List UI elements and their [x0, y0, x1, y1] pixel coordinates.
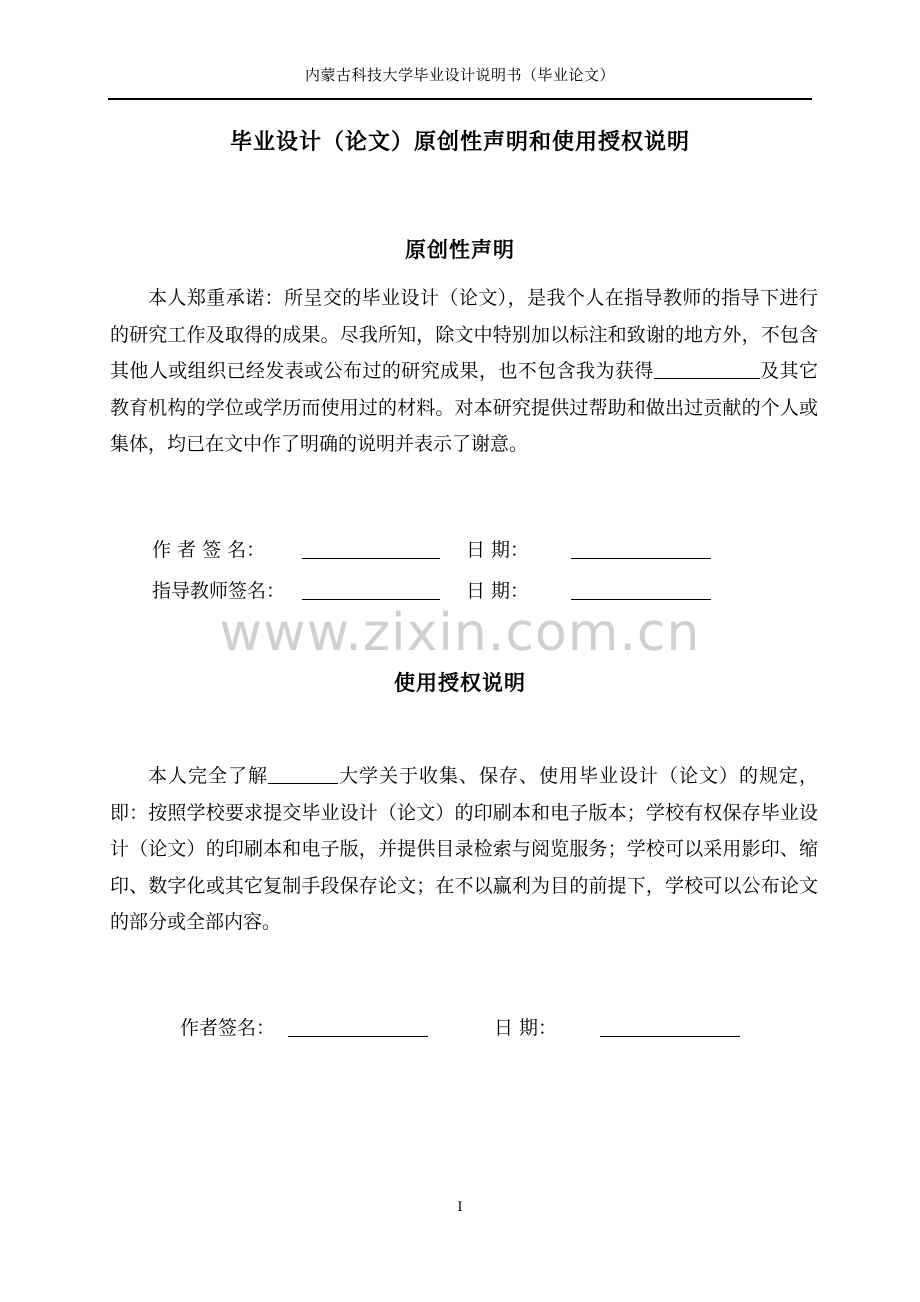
university-blank[interactable]: [268, 763, 338, 784]
author-date-label: 日 期：: [466, 539, 530, 561]
originality-text-part1: 本人郑重承诺：所呈交的毕业设计（论文），是我个人在指导教师的指导下进行的研究工作及取得的成果。尽我所知，除文中特别加以标注和致谢的地方外，不包含其他人或组织已经发表或公布过的研究成果，也不包含我为获得: [110, 287, 818, 382]
originality-paragraph: [110, 280, 818, 463]
watermark: www.zixin.com.cn: [219, 603, 701, 663]
author-date-line[interactable]: [571, 558, 711, 559]
authorization-signature-row: [180, 1013, 780, 1043]
header-divider: [108, 98, 812, 100]
authorization-date-label: 日 期：: [494, 1017, 558, 1039]
advisor-sign-line[interactable]: [302, 599, 440, 600]
authorization-text-part1: 本人完全了解: [148, 765, 268, 787]
degree-blank[interactable]: [654, 358, 760, 379]
advisor-date-label: 日 期：: [466, 580, 530, 602]
authorization-heading: 使用授权说明: [394, 671, 526, 695]
advisor-sign-label: 指导教师签名：: [152, 580, 286, 602]
author-sign-label: 作 者 签 名：: [152, 539, 266, 561]
authorization-sign-label: 作者签名：: [180, 1017, 276, 1039]
authorization-paragraph: [110, 758, 818, 941]
authorization-sign-line[interactable]: [288, 1036, 428, 1037]
author-signature-row: [152, 535, 752, 565]
author-sign-line[interactable]: [302, 558, 440, 559]
authorization-date-line[interactable]: [600, 1036, 740, 1037]
advisor-date-line[interactable]: [571, 599, 711, 600]
originality-heading: 原创性声明: [405, 238, 515, 262]
page-number: I: [457, 1200, 463, 1215]
advisor-signature-row: [152, 576, 752, 606]
authorization-text-part2: 大学关于收集、保存、使用毕业设计（论文）的规定，即：按照学校要求提交毕业设计（论文）的印刷本和电子版本；学校有权保存毕业设计（论文）的印刷本和电子版，并提供目录检索与阅览服务；学校可以采用影印、缩印、数字化或其它复制手段保存论文；在不以赢利为目的前提下，学校可以公布论文的部分或全部内容。: [110, 765, 818, 933]
running-header: 内蒙古科技大学毕业设计说明书（毕业论文）: [304, 66, 615, 84]
page-title: 毕业设计（论文）原创性声明和使用授权说明: [229, 130, 690, 155]
originality-text-part2: 及其它教育机构的学位或学历而使用过的材料。对本研究提供过帮助和做出过贡献的个人或集体，均已在文中作了明确的说明并表示了谢意。: [110, 360, 818, 455]
